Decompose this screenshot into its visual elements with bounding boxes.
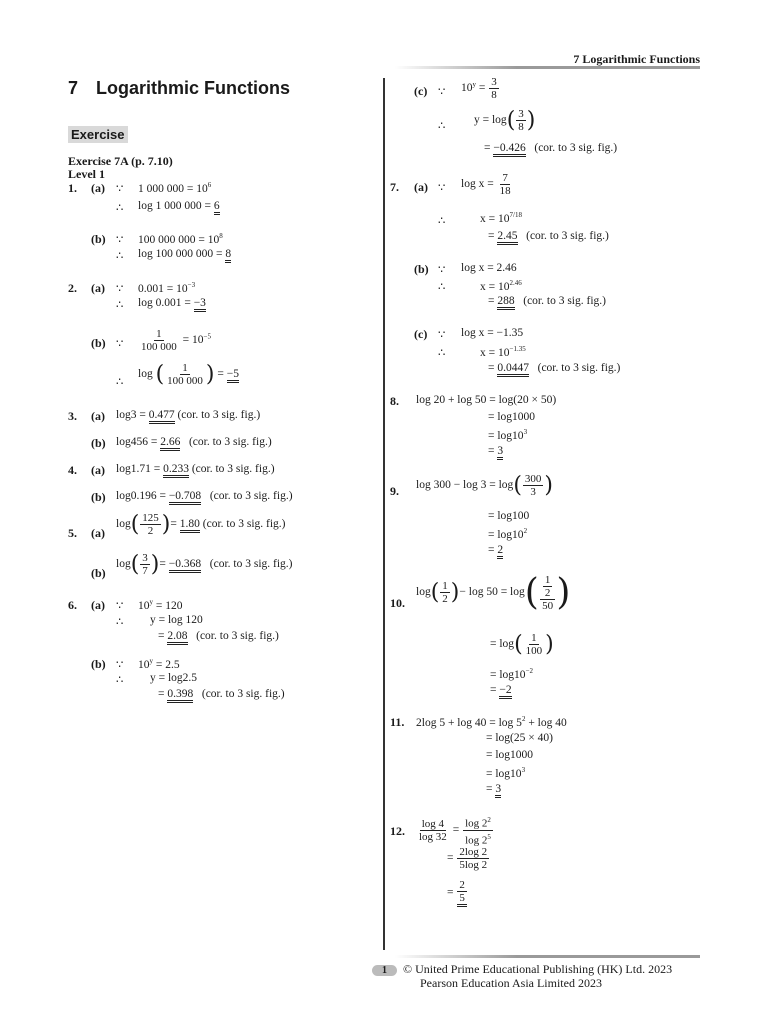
q3a-line <box>116 409 260 421</box>
cor-note: (cor. to 3 sig. fig.) <box>177 409 261 421</box>
cor-note: (cor. to 3 sig. fig.) <box>523 295 606 307</box>
q2b-rhs: = 10 <box>182 334 204 347</box>
q7b-base: x = 10 <box>480 280 510 293</box>
paren-left: ( <box>130 552 140 577</box>
q4b-answer: −0.708 <box>169 490 201 505</box>
q7b-line2 <box>480 279 522 293</box>
q8-line3 <box>488 428 527 442</box>
q4b-label: (b) <box>91 490 106 504</box>
q1b-line2 <box>138 248 231 260</box>
q10-fraction <box>440 580 450 605</box>
q10-log2: = log <box>490 638 515 651</box>
q12-numerator-2 <box>463 814 493 831</box>
q6b-line1 <box>138 657 180 671</box>
q1a-answer: 6 <box>214 200 220 215</box>
q10-denominator: 2 <box>442 593 448 605</box>
q12-numerator-3: 2log 2 <box>459 846 488 858</box>
q6a-line2: y = log 120 <box>150 614 203 626</box>
because-symbol: ∵ <box>438 182 446 194</box>
q7c-base: x = 10 <box>480 346 510 359</box>
q6c-denominator: 8 <box>491 89 497 101</box>
q6c-numerator: 3 <box>491 76 497 88</box>
q5a-denominator: 2 <box>147 525 154 537</box>
q10-outer-denominator: 50 <box>542 599 554 612</box>
q6a-label: (a) <box>91 598 105 612</box>
q11-number: 11. <box>390 715 405 729</box>
q9-line1 <box>416 473 553 498</box>
log-text: log <box>116 558 131 571</box>
q3b-answer: 2.66 <box>160 436 180 451</box>
q12-n2-exp: 2 <box>487 816 491 824</box>
q12-d2-base: log 2 <box>465 834 488 847</box>
q6c-log: y = log <box>474 114 507 127</box>
q9-line3 <box>488 527 527 541</box>
q5a-answer: 1.80 <box>180 518 200 533</box>
q6c-eq: = <box>476 82 489 95</box>
q3b-line <box>116 436 272 448</box>
q3b-label: (b) <box>91 436 106 450</box>
q1b-line1 <box>138 232 223 246</box>
q10-numerator: 1 <box>442 580 448 592</box>
q10-answer: −2 <box>499 684 511 699</box>
q11-line1 <box>416 715 567 729</box>
q12-denominator-1: log 32 <box>419 830 447 843</box>
q6b-rhs: = 2.5 <box>153 658 180 671</box>
paren-left: ( <box>130 512 140 537</box>
q1b-answer: 8 <box>225 248 231 263</box>
q7a-line1 <box>461 172 514 197</box>
q3-number: 3. <box>68 409 77 423</box>
therefore-symbol: ∴ <box>438 215 446 227</box>
copyright-text: © United Prime Educational Publishing (HK) Ltd. 2023 <box>403 962 673 976</box>
q10-number: 10. <box>390 596 405 610</box>
paren-left: ( <box>155 362 165 387</box>
therefore-symbol: ∴ <box>116 250 124 262</box>
q7a-line2 <box>480 211 522 225</box>
q8-line4 <box>488 445 503 457</box>
log-text: log <box>116 518 131 531</box>
q2a-exp: −3 <box>187 281 196 289</box>
q11-base: = log10 <box>486 767 522 780</box>
q7c-exp: −1.35 <box>509 345 526 353</box>
q10-exp: −2 <box>525 667 534 675</box>
q6c-exp: y <box>472 80 476 89</box>
therefore-symbol: ∴ <box>438 120 446 132</box>
q7b-answer: 288 <box>497 295 514 310</box>
footer-line2: Pearson Education Asia Limited 2023 <box>420 976 602 990</box>
q7a-fraction <box>498 172 513 197</box>
q9-line2: = log100 <box>488 510 530 522</box>
q5a-line: log( $\frac{125}{2}$ )= 1.80 (cor. to 3 sig. fig.) <box>116 512 286 537</box>
q6a-line3 <box>158 630 279 642</box>
q11-line3: = log1000 <box>486 749 534 761</box>
footer-rule <box>395 955 700 958</box>
q12-eq: = <box>452 823 460 836</box>
q2b-line1 <box>138 328 211 353</box>
q1a-line1 <box>138 181 211 195</box>
therefore-symbol: ∴ <box>116 376 124 388</box>
q6c-fraction-2 <box>516 108 526 133</box>
cor-note: (cor. to 3 sig. fig.) <box>537 362 621 374</box>
q5a-label: (a) <box>91 526 105 540</box>
paren-right: ) <box>161 512 171 537</box>
q1a-answer-text: log 1 000 000 = <box>138 200 214 212</box>
q9-denominator: 3 <box>530 486 536 498</box>
cor-note: (cor. to 3 sig. fig.) <box>209 558 293 571</box>
q9-number: 9. <box>390 484 399 498</box>
q6c-line1 <box>461 76 500 101</box>
q10-fraction-2 <box>524 632 545 657</box>
therefore-symbol: ∴ <box>438 347 446 359</box>
q7b-eq: = <box>488 295 498 307</box>
q6a-eq: = <box>158 630 168 642</box>
because-symbol: ∵ <box>116 600 124 612</box>
because-symbol: ∵ <box>116 283 124 295</box>
because-symbol: ∵ <box>438 86 446 98</box>
q7b-label: (b) <box>414 262 429 276</box>
q9-line4 <box>488 544 503 556</box>
q2b-fraction-2 <box>165 362 205 387</box>
q6c-base: 10 <box>461 82 473 95</box>
q5b-line: log( $\frac{3}{7}$ )= −0.368 (cor. to 3 sig. fig.) <box>116 552 293 577</box>
q5b-numerator: 3 <box>142 552 148 564</box>
q6b-line3 <box>158 688 285 700</box>
cor-note: (cor. to 3 sig. fig.) <box>202 518 286 531</box>
q11-text: 2log 5 + log 40 = log 5 <box>416 716 522 729</box>
q11-line5 <box>486 783 501 795</box>
q6-number: 6. <box>68 598 77 612</box>
because-symbol: ∵ <box>438 329 446 341</box>
q2b-exp: −5 <box>203 332 211 341</box>
because-symbol: ∵ <box>116 338 124 350</box>
q2a-line1 <box>138 281 195 295</box>
q1a-exp: 6 <box>207 181 212 189</box>
paren-left: ( <box>506 108 516 133</box>
therefore-symbol: ∴ <box>438 281 446 293</box>
q7c-line1: log x = −1.35 <box>461 327 524 339</box>
q12-numerator-4: 2 <box>459 879 465 891</box>
q7a-base: x = 10 <box>480 212 510 225</box>
q2b-label: (b) <box>91 336 106 350</box>
q12-fraction-2 <box>463 814 493 846</box>
q6c-eq2: = <box>484 142 494 154</box>
q4-number: 4. <box>68 463 77 477</box>
chapter-number: 7 <box>68 78 79 98</box>
q10-rhs: − log 50 = log <box>459 586 525 599</box>
q11-line2: = log(25 × 40) <box>486 732 553 744</box>
q1b-label: (b) <box>91 232 106 246</box>
q4a-label: (a) <box>91 463 105 477</box>
q5-number: 5. <box>68 526 77 540</box>
q2a-answer: −3 <box>194 297 206 312</box>
paren-right: ) <box>544 473 553 498</box>
q1a-line2 <box>138 200 220 212</box>
cor-note: (cor. to 3 sig. fig.) <box>201 688 285 700</box>
q12-eq: = <box>447 852 454 865</box>
q7a-line3 <box>488 230 609 242</box>
q5b-label: (b) <box>91 566 106 580</box>
q2a-text: 0.001 = 10 <box>138 282 188 295</box>
q7a-text: log x = <box>461 178 497 191</box>
q12-number: 12. <box>390 824 405 838</box>
q6c-numerator-2: 3 <box>518 108 524 120</box>
footer-line1 <box>372 962 672 977</box>
q10-line1 <box>416 572 570 613</box>
q9-exp: 2 <box>523 527 528 535</box>
q7b-exp: 2.46 <box>509 279 522 287</box>
q7c-line2 <box>480 345 526 359</box>
q10-inner-fraction <box>543 574 553 599</box>
q7c-answer: 0.0447 <box>497 362 529 377</box>
q12-line3 <box>447 879 468 907</box>
q6a-exp: y <box>149 598 153 606</box>
q6a-base: 10 <box>138 599 150 612</box>
q10-line2 <box>490 632 554 657</box>
chapter-title: Logarithmic Functions <box>96 78 291 98</box>
q12-line2 <box>447 846 490 871</box>
q10-line3 <box>490 667 533 681</box>
q10-outer-numerator <box>540 574 556 600</box>
q3b-text: log456 = <box>116 436 161 448</box>
q3a-answer: 0.477 <box>149 409 175 424</box>
q10-complex-fraction <box>540 574 556 612</box>
q10-inner-numerator: 1 <box>544 573 551 586</box>
q8-base: = log10 <box>488 429 524 442</box>
q8-answer: 3 <box>497 445 503 460</box>
paren-left: ( <box>430 580 440 605</box>
q11-answer: 3 <box>495 783 501 798</box>
q11-exp2: 3 <box>521 766 526 774</box>
q4a-text: log1.71 = <box>116 463 164 475</box>
cor-note: (cor. to 3 sig. fig.) <box>196 630 279 642</box>
q10-numerator-2: 1 <box>531 632 537 644</box>
q6a-line1 <box>138 598 183 612</box>
q2b-fraction <box>139 328 179 353</box>
header-rule <box>395 66 700 69</box>
q2b-denominator-2: 100 000 <box>167 375 203 387</box>
q12-fraction-1 <box>417 818 449 843</box>
therefore-symbol: ∴ <box>116 674 124 686</box>
q12-fraction-4 <box>457 879 467 907</box>
q6b-answer: 0.398 <box>167 688 193 703</box>
paren-left: ( <box>524 572 539 613</box>
q11-line4 <box>486 766 525 780</box>
q2a-answer-text: log 0.001 = <box>138 297 194 309</box>
q1b-exp: 8 <box>219 232 223 240</box>
q8-number: 8. <box>390 394 399 408</box>
q11-rhs: + log 40 <box>525 716 567 729</box>
q8-eq: = <box>488 445 498 457</box>
cor-note: (cor. to 3 sig. fig.) <box>534 142 618 154</box>
q8-line2: = log1000 <box>488 411 536 423</box>
q10-base: = log10 <box>490 668 526 681</box>
paren-left: ( <box>513 473 522 498</box>
q12-fraction-3 <box>457 846 489 871</box>
q9-base: = log10 <box>488 528 524 541</box>
q7a-denominator: 18 <box>499 185 511 197</box>
q7a-exp: 7/18 <box>509 211 522 219</box>
q12-n2-base: log 2 <box>465 817 488 830</box>
q6b-line2: y = log2.5 <box>150 672 198 684</box>
q7c-label: (c) <box>414 327 428 341</box>
q9-text: log 300 − log 3 = log <box>416 479 514 492</box>
because-symbol: ∵ <box>116 183 124 195</box>
q6c-line2 <box>474 108 535 133</box>
exercise-heading: Exercise 7A (p. 7.10) <box>68 154 173 168</box>
paren-right: ) <box>150 552 160 577</box>
q12-line1 <box>416 814 494 846</box>
q5b-answer: −0.368 <box>169 558 201 573</box>
q10-line4 <box>490 684 512 696</box>
q8-exp: 3 <box>523 428 528 436</box>
q6a-answer: 2.08 <box>167 630 187 645</box>
q7b-line1: log x = 2.46 <box>461 262 517 274</box>
q9-answer: 2 <box>497 544 503 559</box>
chapter-header: 7 Logarithmic Functions <box>573 52 700 66</box>
q2b-line2: log ( $\frac{1}{100 000}$ ) = −5 <box>138 362 240 387</box>
q2b-numerator-2: 1 <box>182 362 188 374</box>
q1-number: 1. <box>68 181 77 195</box>
q5a-fraction <box>140 512 161 537</box>
q1a-text: 1 000 000 = 10 <box>138 182 208 195</box>
q7c-line3 <box>488 362 620 374</box>
q1b-answer-text: log 100 000 000 = <box>138 248 226 260</box>
paren-right: ) <box>545 632 554 657</box>
q2b-log: log <box>138 368 153 381</box>
paren-right: ) <box>205 362 215 387</box>
page-title <box>68 78 290 99</box>
q4a-line <box>116 463 275 475</box>
q2b-answer: −5 <box>227 368 239 383</box>
q8-line1: log 20 + log 50 = log(20 × 50) <box>416 394 557 406</box>
q7a-numerator: 7 <box>502 172 508 184</box>
q11-exp: 2 <box>521 715 526 723</box>
q5a-numerator: 125 <box>142 512 159 524</box>
q5b-fraction <box>140 552 150 577</box>
q1b-text: 100 000 000 = 10 <box>138 233 220 246</box>
q2a-label: (a) <box>91 281 105 295</box>
q12-eq: = <box>447 886 454 899</box>
paren-right: ) <box>450 580 460 605</box>
q10-inner-denominator: 2 <box>544 586 551 599</box>
q11-eq: = <box>486 783 496 795</box>
q6b-base: 10 <box>138 658 150 671</box>
column-divider <box>383 78 385 950</box>
q9-fraction <box>523 473 544 498</box>
paren-right: ) <box>526 108 536 133</box>
therefore-symbol: ∴ <box>116 299 124 311</box>
paren-left: ( <box>514 632 523 657</box>
q4b-text: log0.196 = <box>116 490 169 502</box>
q3a-label: (a) <box>91 409 105 423</box>
q4b-line <box>116 490 293 502</box>
exercise-label: Exercise <box>68 126 128 143</box>
because-symbol: ∵ <box>438 264 446 276</box>
q6c-fraction <box>489 76 499 101</box>
therefore-symbol: ∴ <box>116 202 124 214</box>
q6a-rhs: = 120 <box>153 599 183 612</box>
q10-log: log <box>416 586 431 599</box>
cor-note: (cor. to 3 sig. fig.) <box>526 230 609 242</box>
q12-numerator-1: log 4 <box>421 817 445 830</box>
q9-eq: = <box>488 544 498 556</box>
q10-eq: = <box>490 684 500 696</box>
paren-right: ) <box>556 572 571 613</box>
q2b-numerator: 1 <box>156 328 162 340</box>
cor-note: (cor. to 3 sig. fig.) <box>188 436 272 448</box>
q2b-denominator: 100 000 <box>141 341 177 353</box>
q6c-line3 <box>484 142 617 154</box>
q9-numerator: 300 <box>524 473 542 485</box>
q5b-denominator: 7 <box>142 565 148 577</box>
q6c-label: (c) <box>414 84 428 98</box>
q2-number: 2. <box>68 281 77 295</box>
q1a-label: (a) <box>91 181 105 195</box>
q6c-answer: −0.426 <box>493 142 525 157</box>
q7b-line3 <box>488 295 606 307</box>
because-symbol: ∵ <box>116 659 124 671</box>
q12-d2-exp: 5 <box>487 832 491 841</box>
q6c-denominator-2: 8 <box>518 121 524 133</box>
q2a-line2 <box>138 297 206 309</box>
level-heading: Level 1 <box>68 167 105 181</box>
therefore-symbol: ∴ <box>116 616 124 628</box>
because-symbol: ∵ <box>116 234 124 246</box>
q6b-eq: = <box>158 688 168 700</box>
page-number: 1 <box>372 965 397 976</box>
q7a-answer: 2.45 <box>497 230 517 245</box>
q6b-exp: y <box>149 657 153 665</box>
q10-denominator-2: 100 <box>525 645 543 657</box>
q7-number: 7. <box>390 180 399 194</box>
q12-denominator-2 <box>463 831 493 847</box>
q12-denominator-3: 5log 2 <box>459 859 488 871</box>
cor-note: (cor. to 3 sig. fig.) <box>209 490 293 502</box>
q7c-eq: = <box>488 362 498 374</box>
q4a-answer: 0.233 <box>163 463 189 478</box>
cor-note: (cor. to 3 sig. fig.) <box>191 463 275 475</box>
q12-denominator-4: 5 <box>459 892 465 904</box>
q7a-label: (a) <box>414 180 428 194</box>
q3a-text: log3 = <box>116 409 149 421</box>
q7a-eq: = <box>488 230 498 242</box>
q6b-label: (b) <box>91 657 106 671</box>
